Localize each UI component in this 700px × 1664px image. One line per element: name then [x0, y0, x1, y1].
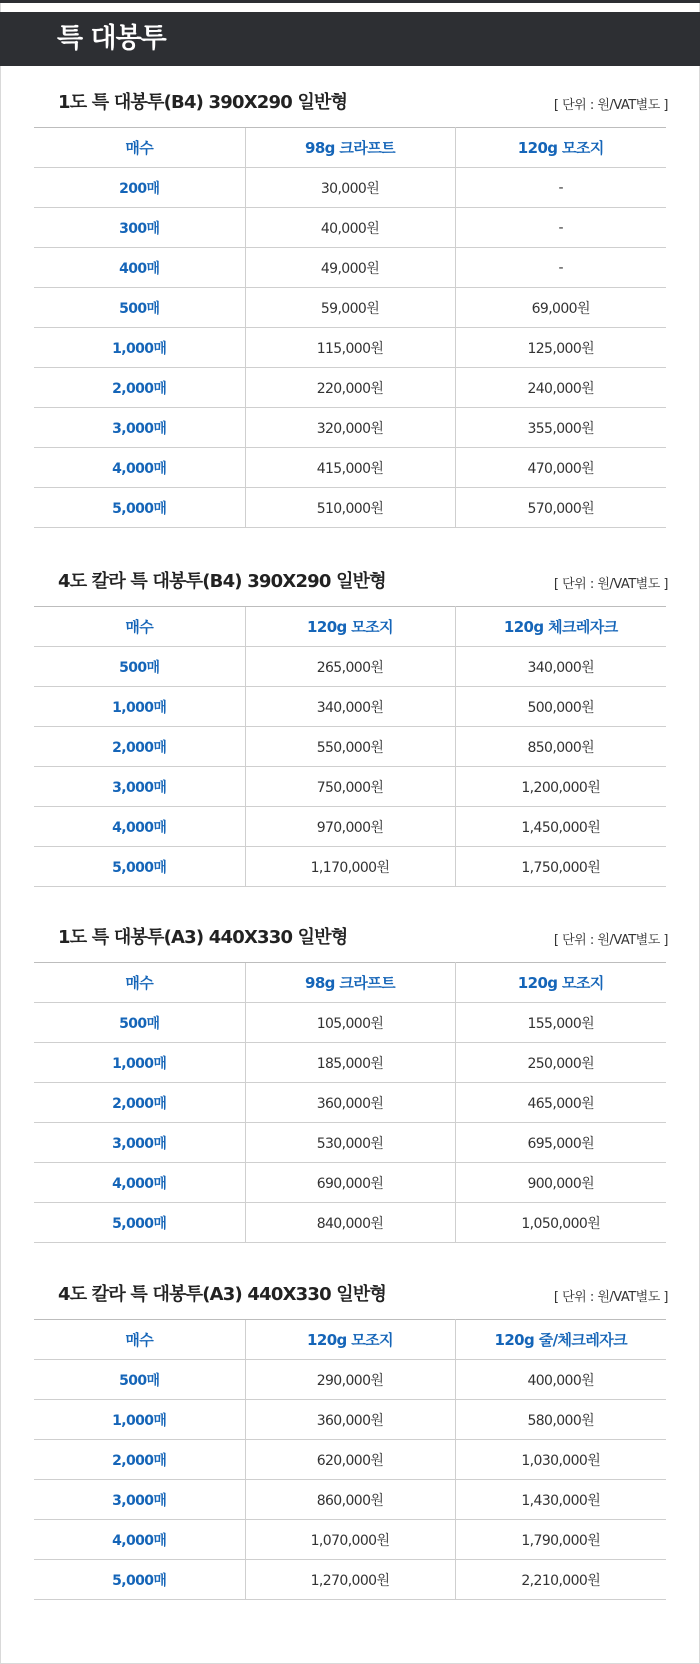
- price-cell: 620,000원: [245, 1440, 455, 1480]
- price-cell: 240,000원: [455, 368, 666, 408]
- price-cell: 360,000원: [245, 1083, 455, 1123]
- price-cell: 400,000원: [455, 1360, 666, 1400]
- header-quantity: 매수: [34, 128, 245, 168]
- price-table: [34, 606, 666, 887]
- price-table: [34, 962, 666, 1243]
- table-header-row: [34, 128, 666, 168]
- price-cell: 155,000원: [455, 1003, 666, 1043]
- price-cell: -: [455, 168, 666, 208]
- table-row: [34, 1400, 666, 1440]
- quantity-cell: 500매: [34, 1360, 245, 1400]
- table-row: [34, 248, 666, 288]
- unit-note: [ 단위 : 원/VAT별도 ]: [553, 933, 668, 948]
- quantity-cell: 5,000매: [34, 1203, 245, 1243]
- table-row: [34, 1083, 666, 1123]
- price-cell: 1,170,000원: [245, 847, 455, 887]
- quantity-cell: 4,000매: [34, 1520, 245, 1560]
- table-row: [34, 1163, 666, 1203]
- price-cell: 2,210,000원: [455, 1560, 666, 1600]
- price-cell: 690,000원: [245, 1163, 455, 1203]
- header-paper-a: 120g 모조지: [245, 1320, 455, 1360]
- table-header-row: [34, 963, 666, 1003]
- table-row: [34, 1123, 666, 1163]
- quantity-cell: 200매: [34, 168, 245, 208]
- section-title: 1도 특 대봉투(A3) 440X330 일반형: [58, 927, 348, 948]
- top-rule: [0, 0, 700, 3]
- table-row: [34, 1043, 666, 1083]
- price-cell: 360,000원: [245, 1400, 455, 1440]
- header-paper-b: 120g 모조지: [455, 128, 666, 168]
- quantity-cell: 4,000매: [34, 448, 245, 488]
- price-cell: 320,000원: [245, 408, 455, 448]
- quantity-cell: 5,000매: [34, 847, 245, 887]
- table-header-row: [34, 1320, 666, 1360]
- price-cell: 1,750,000원: [455, 847, 666, 887]
- section-title: 4도 칼라 특 대봉투(A3) 440X330 일반형: [58, 1284, 387, 1305]
- table-row: [34, 368, 666, 408]
- price-cell: 1,790,000원: [455, 1520, 666, 1560]
- price-cell: 105,000원: [245, 1003, 455, 1043]
- quantity-cell: 1,000매: [34, 328, 245, 368]
- quantity-cell: 400매: [34, 248, 245, 288]
- price-cell: 250,000원: [455, 1043, 666, 1083]
- price-cell: 470,000원: [455, 448, 666, 488]
- price-cell: 530,000원: [245, 1123, 455, 1163]
- price-cell: 550,000원: [245, 727, 455, 767]
- table-row: [34, 488, 666, 528]
- price-cell: 1,050,000원: [455, 1203, 666, 1243]
- table-row: [34, 647, 666, 687]
- price-cell: 570,000원: [455, 488, 666, 528]
- table-row: [34, 1003, 666, 1043]
- price-cell: 1,270,000원: [245, 1560, 455, 1600]
- table-header-row: [34, 607, 666, 647]
- section-title: 1도 특 대봉투(B4) 390X290 일반형: [58, 92, 348, 113]
- price-cell: 265,000원: [245, 647, 455, 687]
- quantity-cell: 5,000매: [34, 1560, 245, 1600]
- price-cell: 1,070,000원: [245, 1520, 455, 1560]
- table-row: [34, 408, 666, 448]
- price-cell: 290,000원: [245, 1360, 455, 1400]
- page-title: 특 대봉투: [57, 23, 166, 54]
- price-cell: 900,000원: [455, 1163, 666, 1203]
- price-cell: 750,000원: [245, 767, 455, 807]
- table-row: [34, 1480, 666, 1520]
- header-quantity: 매수: [34, 963, 245, 1003]
- header-paper-b: 120g 줄/체크레자크: [455, 1320, 666, 1360]
- table-row: [34, 1440, 666, 1480]
- header-paper-a: 120g 모조지: [245, 607, 455, 647]
- header-paper-a: 98g 크라프트: [245, 963, 455, 1003]
- price-cell: 59,000원: [245, 288, 455, 328]
- price-cell: 860,000원: [245, 1480, 455, 1520]
- price-cell: 415,000원: [245, 448, 455, 488]
- quantity-cell: 3,000매: [34, 767, 245, 807]
- quantity-cell: 2,000매: [34, 368, 245, 408]
- quantity-cell: 500매: [34, 1003, 245, 1043]
- price-table: [34, 1319, 666, 1600]
- quantity-cell: 1,000매: [34, 1400, 245, 1440]
- unit-note: [ 단위 : 원/VAT별도 ]: [553, 577, 668, 592]
- quantity-cell: 300매: [34, 208, 245, 248]
- price-cell: 465,000원: [455, 1083, 666, 1123]
- quantity-cell: 3,000매: [34, 408, 245, 448]
- table-row: [34, 1203, 666, 1243]
- price-cell: 840,000원: [245, 1203, 455, 1243]
- header-quantity: 매수: [34, 607, 245, 647]
- table-row: [34, 807, 666, 847]
- header-quantity: 매수: [34, 1320, 245, 1360]
- quantity-cell: 1,000매: [34, 1043, 245, 1083]
- price-cell: 340,000원: [455, 647, 666, 687]
- price-cell: 1,450,000원: [455, 807, 666, 847]
- price-cell: 40,000원: [245, 208, 455, 248]
- page-header: [0, 12, 700, 66]
- header-paper-b: 120g 체크레자크: [455, 607, 666, 647]
- price-cell: 970,000원: [245, 807, 455, 847]
- table-row: [34, 208, 666, 248]
- table-row: [34, 687, 666, 727]
- price-cell: 850,000원: [455, 727, 666, 767]
- table-row: [34, 1560, 666, 1600]
- price-cell: 580,000원: [455, 1400, 666, 1440]
- price-cell: 220,000원: [245, 368, 455, 408]
- quantity-cell: 3,000매: [34, 1123, 245, 1163]
- quantity-cell: 4,000매: [34, 807, 245, 847]
- price-cell: -: [455, 208, 666, 248]
- quantity-cell: 500매: [34, 288, 245, 328]
- price-cell: 695,000원: [455, 1123, 666, 1163]
- price-cell: 185,000원: [245, 1043, 455, 1083]
- price-cell: -: [455, 248, 666, 288]
- price-cell: 340,000원: [245, 687, 455, 727]
- table-row: [34, 328, 666, 368]
- quantity-cell: 1,000매: [34, 687, 245, 727]
- table-row: [34, 1360, 666, 1400]
- price-cell: 1,200,000원: [455, 767, 666, 807]
- price-table: [34, 127, 666, 528]
- price-cell: 49,000원: [245, 248, 455, 288]
- table-row: [34, 448, 666, 488]
- price-cell: 1,430,000원: [455, 1480, 666, 1520]
- unit-note: [ 단위 : 원/VAT별도 ]: [553, 98, 668, 113]
- quantity-cell: 5,000매: [34, 488, 245, 528]
- price-cell: 510,000원: [245, 488, 455, 528]
- header-paper-a: 98g 크라프트: [245, 128, 455, 168]
- table-row: [34, 168, 666, 208]
- price-cell: 125,000원: [455, 328, 666, 368]
- unit-note: [ 단위 : 원/VAT별도 ]: [553, 1290, 668, 1305]
- price-cell: 30,000원: [245, 168, 455, 208]
- table-row: [34, 727, 666, 767]
- price-cell: 1,030,000원: [455, 1440, 666, 1480]
- table-row: [34, 847, 666, 887]
- quantity-cell: 2,000매: [34, 1083, 245, 1123]
- table-row: [34, 1520, 666, 1560]
- price-cell: 500,000원: [455, 687, 666, 727]
- section-title: 4도 칼라 특 대봉투(B4) 390X290 일반형: [58, 571, 386, 592]
- price-cell: 115,000원: [245, 328, 455, 368]
- table-row: [34, 288, 666, 328]
- price-cell: 69,000원: [455, 288, 666, 328]
- header-paper-b: 120g 모조지: [455, 963, 666, 1003]
- quantity-cell: 4,000매: [34, 1163, 245, 1203]
- quantity-cell: 2,000매: [34, 727, 245, 767]
- table-row: [34, 767, 666, 807]
- price-cell: 355,000원: [455, 408, 666, 448]
- quantity-cell: 500매: [34, 647, 245, 687]
- quantity-cell: 2,000매: [34, 1440, 245, 1480]
- quantity-cell: 3,000매: [34, 1480, 245, 1520]
